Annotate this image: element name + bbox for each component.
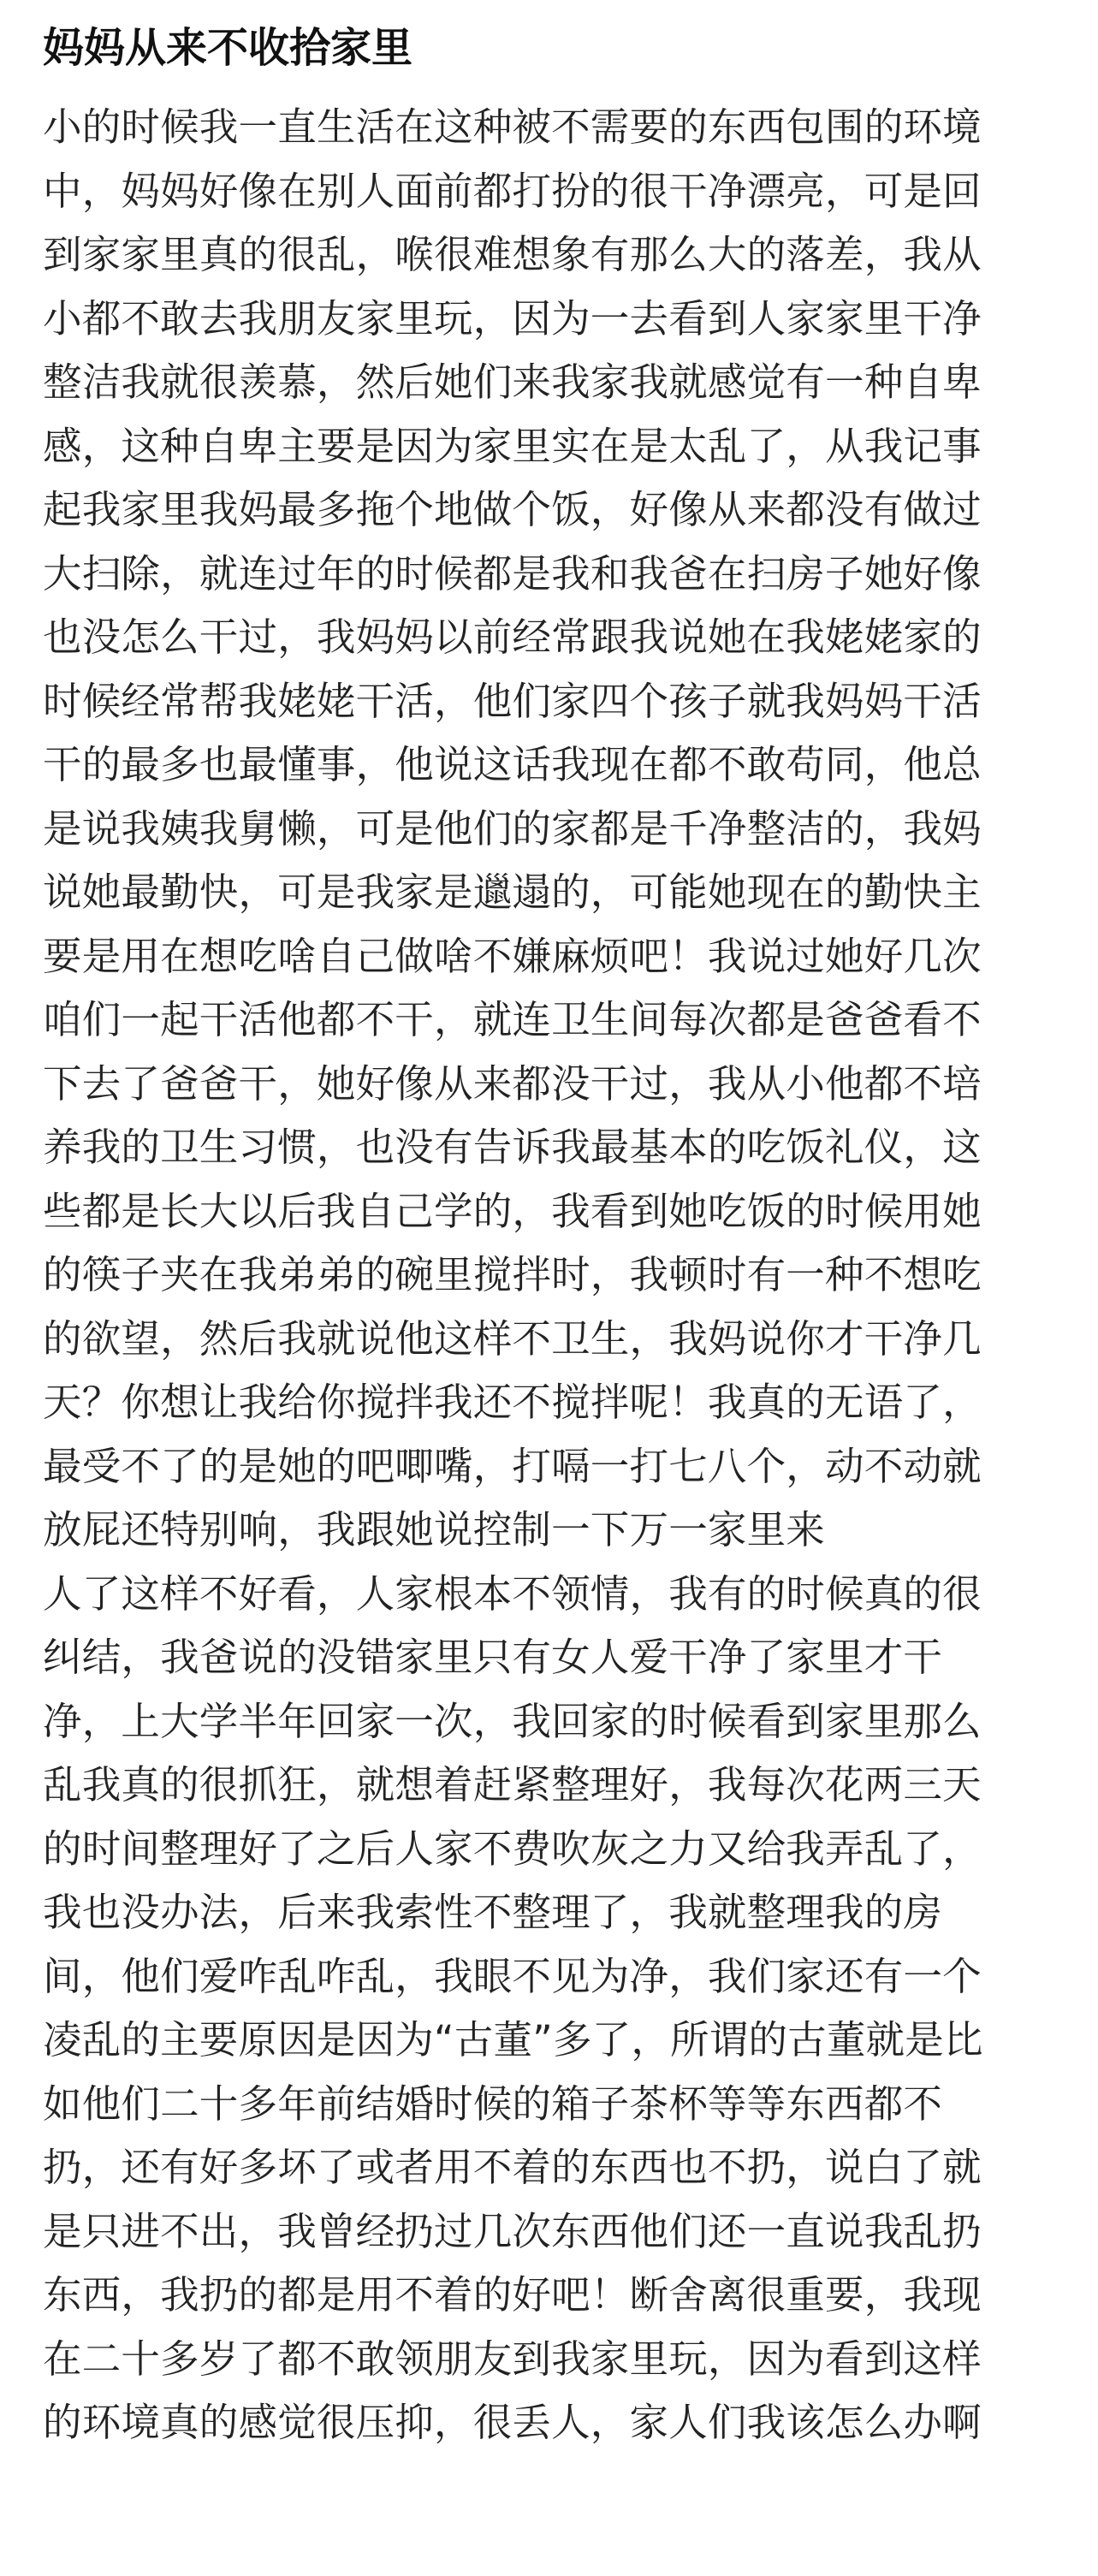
post-body-line: 咱们一起干活他都不干，就连卫生间每次都是爸爸看不 [43, 997, 982, 1042]
post-body-line: 如他们二十多年前结婚时候的箱子茶杯等等东西都不 [43, 2080, 943, 2127]
post-body-line: 小的时候我一直生活在这种被不需要的东西包围的环境 [43, 104, 982, 150]
post-body-line: 起我家里我妈最多拖个地做个饭，好像从来都没有做过 [43, 487, 982, 532]
post-body-line: 东西，我扔的都是用不着的好吧！断舍离很重要，我现 [43, 2272, 982, 2318]
post-body-line: 天？你想让我给你搅拌我还不搅拌呢！我真的无语了， [43, 1380, 982, 1425]
post-body-line: 的环境真的感觉很压抑，很丢人，家人们我该怎么办啊 [43, 2400, 982, 2445]
post-body-line: 扔，还有好多坏了或者用不着的东西也不扔，说白了就 [43, 2145, 982, 2190]
post-body-line: 的欲望，然后我就说他这样不卫生，我妈说你才干净几 [43, 1315, 982, 1362]
post-body-line: 整洁我就很羡慕，然后她们来我家我就感觉有一种自卑 [43, 359, 982, 405]
post-body-line: 间，他们爱咋乱咋乱，我眼不见为净，我们家还有一个 [43, 1953, 982, 1999]
post-body-line: 大扫除，就连过年的时候都是我和我爸在扫房子她好像 [43, 550, 982, 597]
post-body-line: 感，这种自卑主要是因为家里实在是太乱了，从我记事 [43, 423, 982, 469]
post-body-line: 乱我真的很抓狂，就想着赶紧整理好，我每次花两三天 [43, 1762, 982, 1807]
post-body-line: 是说我姨我舅懒，可是他们的家都是千净整洁的，我妈 [43, 805, 982, 852]
post-body-line: 要是用在想吃啥自己做啥不嫌麻烦吧！我说过她好几次 [43, 933, 982, 979]
post-body-line: 纠结，我爸说的没错家里只有女人爱干净了家里才干 [43, 1635, 943, 1680]
post-body-line: 在二十多岁了都不敢领朋友到我家里玩，因为看到这样 [43, 2336, 982, 2382]
post-body-line: 放屁还特别响，我跟她说控制一下万一家里来 [43, 1507, 826, 1552]
post-body-line: 说她最勤快，可是我家是邋遢的，可能她现在的勤快主 [43, 870, 982, 915]
post-body-line: 最受不了的是她的吧唧嘴，打嗝一打七八个，动不动就 [43, 1443, 982, 1489]
post-body-line: 时候经常帮我姥姥干活，他们家四个孩子就我妈妈干活 [43, 678, 982, 724]
post-body-line: 中，妈妈好像在别人面前都打扮的很干净漂亮，可是回 [43, 168, 982, 214]
post-body-line: 下去了爸爸干，她好像从来都没干过，我从小他都不培 [43, 1060, 982, 1107]
post-body-line: 也没怎么干过，我妈妈以前经常跟我说她在我姥姥家的 [43, 614, 982, 660]
post-body-line: 是只进不出，我曾经扔过几次东西他们还一直说我乱扔 [43, 2208, 982, 2254]
post-body-line: 净，上大学半年回家一次，我回家的时候看到家里那么 [43, 1698, 982, 1744]
post-title: 妈妈从来不收拾家里 [43, 24, 413, 72]
post-body-line: 小都不敢去我朋友家里玩，因为一去看到人家家里干净 [43, 295, 982, 341]
post-body-line: 到家家里真的很乱，喉很难想象有那么大的落差，我从 [43, 232, 982, 277]
post-body-line: 我也没办法，后来我索性不整理了，我就整理我的房 [43, 1890, 943, 1935]
post-body-line: 的时间整理好了之后人家不费吹灰之力又给我弄乱了， [43, 1825, 982, 1872]
post-body-line: 养我的卫生习惯，也没有告诉我最基本的吃饭礼仪，这 [43, 1125, 982, 1170]
post-body-line: 的筷子夹在我弟弟的碗里搅拌时，我顿时有一种不想吃 [43, 1252, 982, 1297]
post-body-line: 人了这样不好看，人家根本不领情，我有的时候真的很 [43, 1570, 982, 1617]
post-body [43, 96, 1055, 2455]
post-body-line: 干的最多也最懂事，他说这话我现在都不敢苟同，他总 [43, 742, 982, 787]
post-body-line: 凌乱的主要原因是因为“古董”多了，所谓的古董就是比 [43, 2017, 983, 2063]
post-body-line: 些都是长大以后我自己学的，我看到她吃饭的时候用她 [43, 1188, 982, 1234]
